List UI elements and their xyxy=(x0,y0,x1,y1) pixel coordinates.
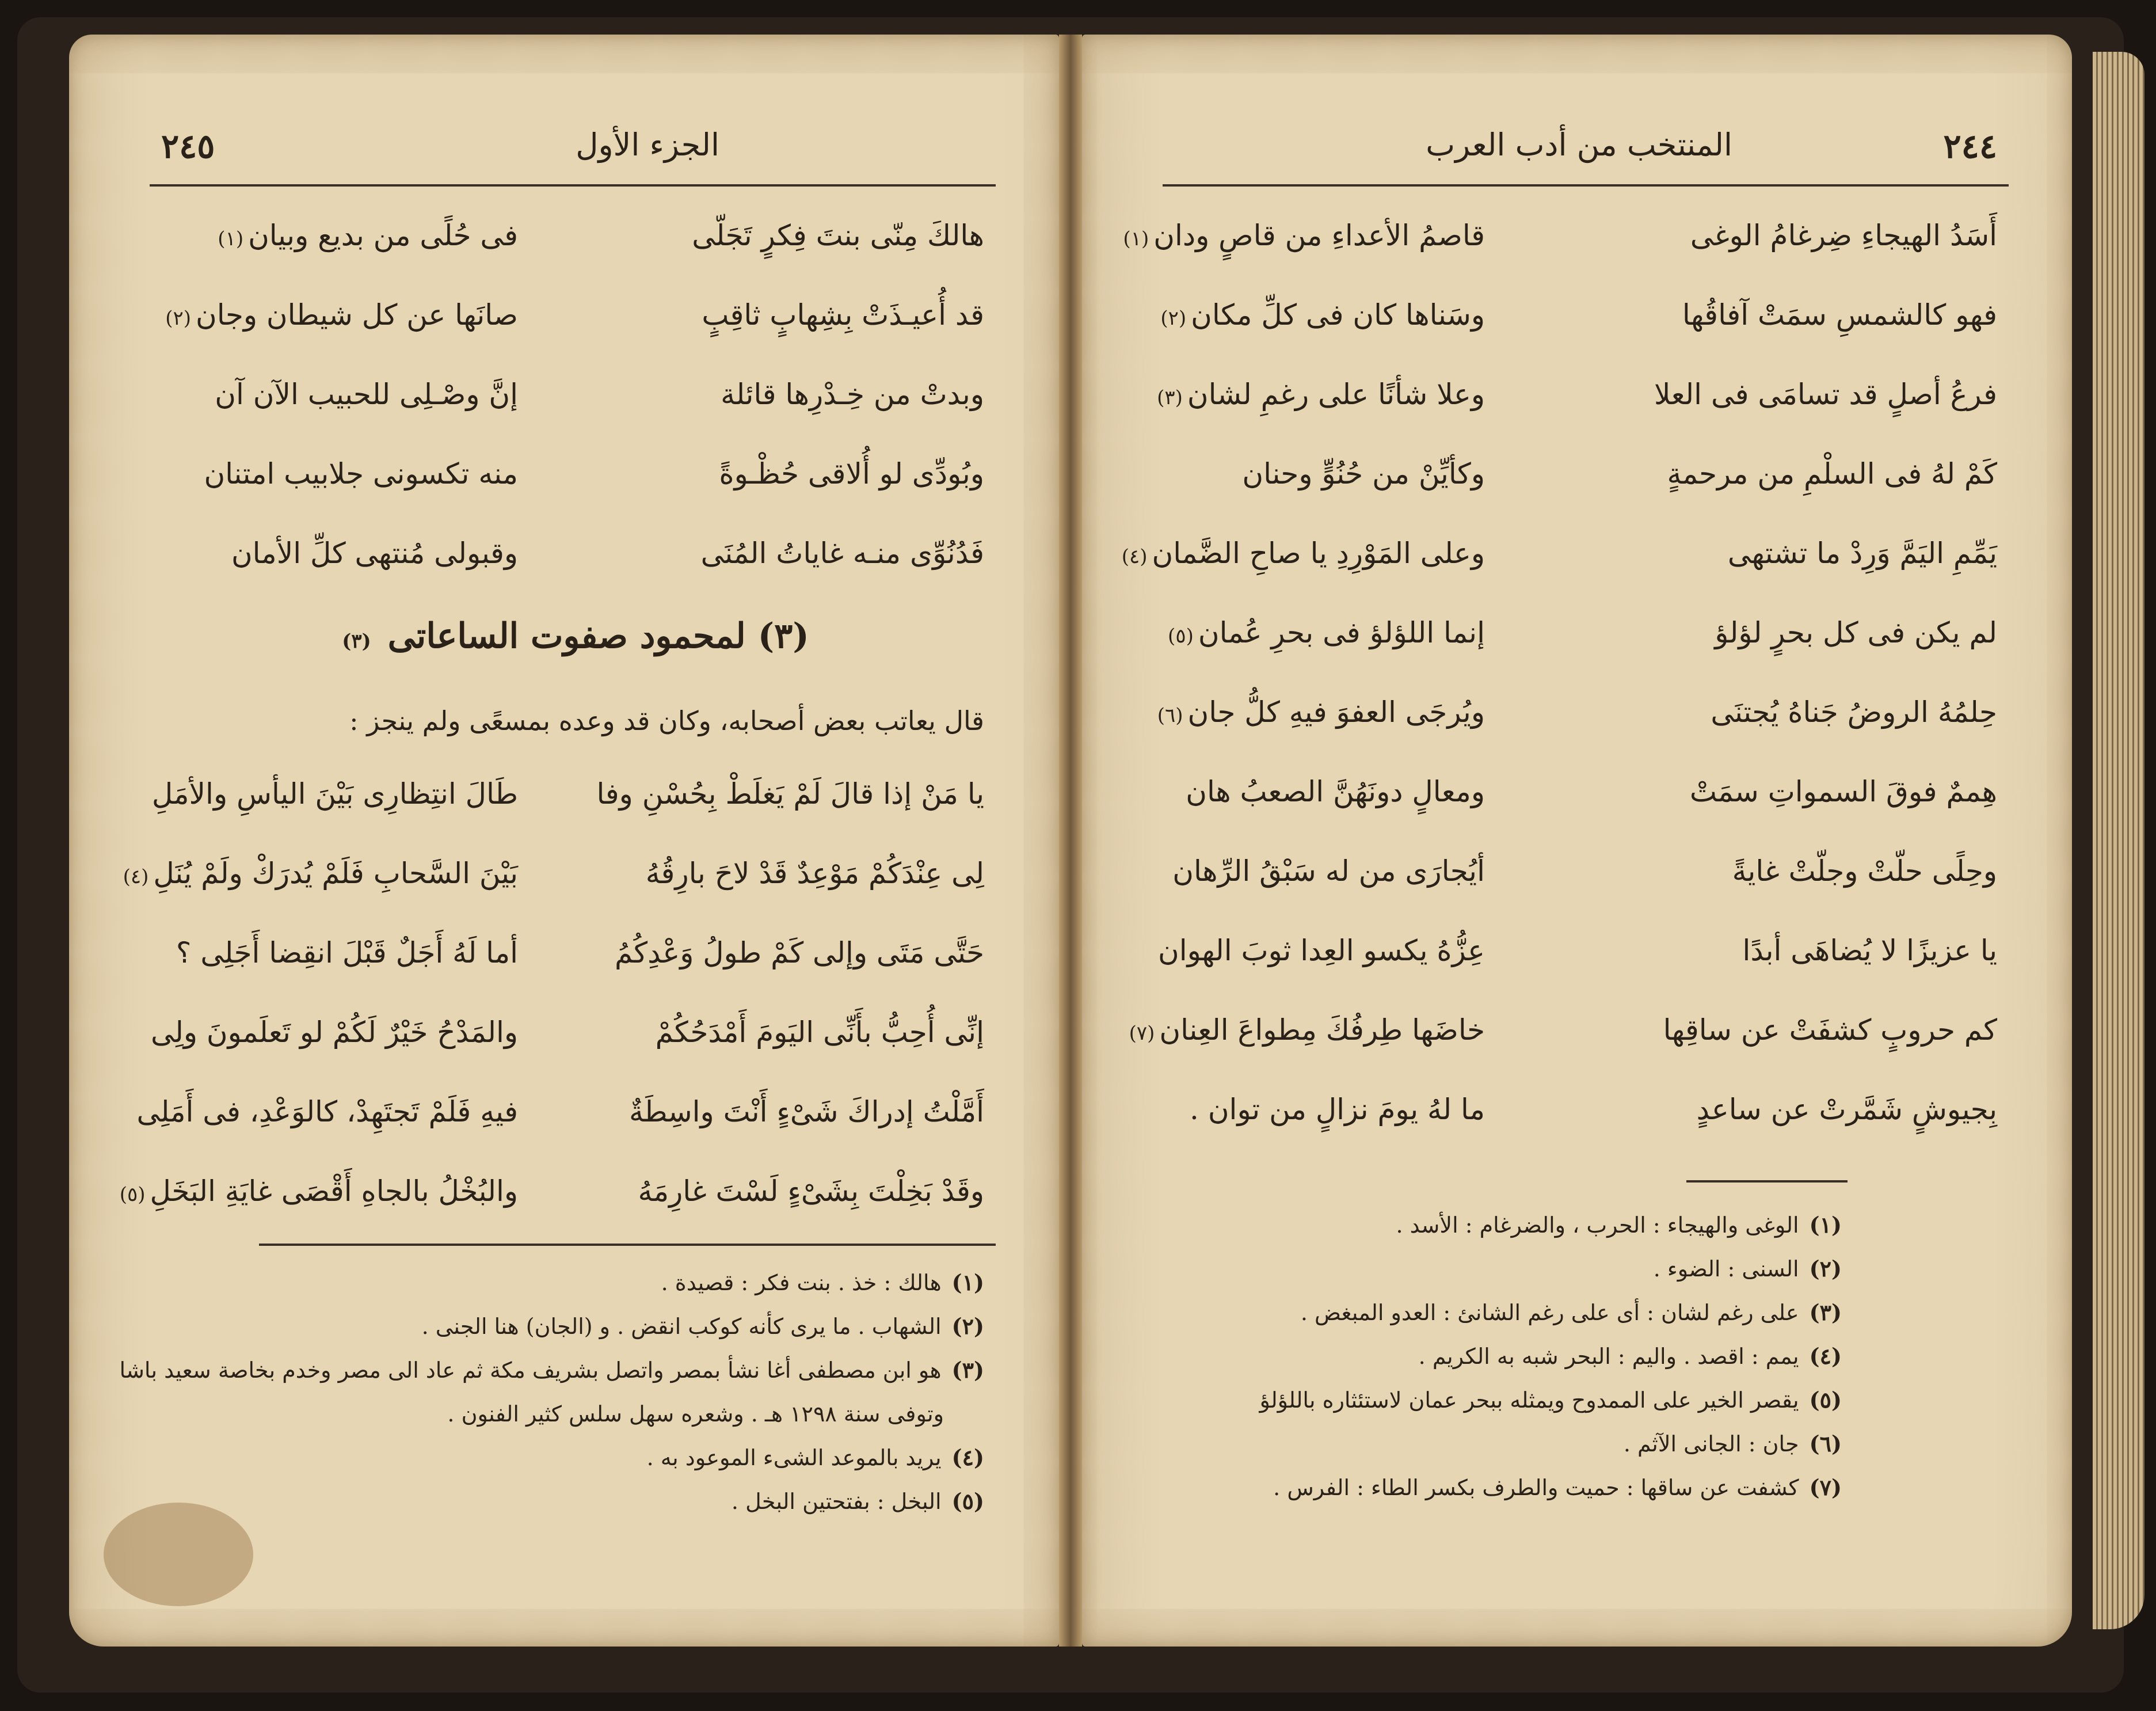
verse xyxy=(167,366,984,446)
hemistich-first: يا مَنْ إذا قالَ لَمْ يَغلَطْ بِحُسْنِ وفا xyxy=(596,777,984,811)
hemistich-first: لم يكن فى كل بحرٍ لؤلؤ xyxy=(1715,616,1997,649)
verse xyxy=(1157,684,1997,763)
verse xyxy=(1160,287,1997,366)
verse xyxy=(1180,1081,1997,1161)
hemistich-second: إنَّ وصْـلِى للحبيب الآن آن xyxy=(215,378,518,411)
right-page-number: ٢٤٤ xyxy=(1943,127,1997,166)
left-poem-1 xyxy=(167,207,984,604)
verse xyxy=(136,1083,984,1163)
hemistich-first: كَمْ لهُ فى السلْمِ من مرحمةٍ xyxy=(1667,457,1997,491)
footnote: (٢)السنى : الضوء . xyxy=(1653,1256,1842,1282)
right-poem xyxy=(1121,207,1997,1161)
footnote-marker: (١) xyxy=(1123,227,1149,250)
footnote: (٥)البخل : بفتحتين البخل . xyxy=(731,1488,984,1514)
footnote: (١)هالك : خذ . بنت فكر : قصيدة . xyxy=(661,1269,984,1295)
hemistich-first: هالكَ مِنّى بنتَ فِكرٍ تَجَلّى xyxy=(692,219,984,252)
footnote: (٧)كشفت عن ساقها : حميت والطرف بكسر الطاء : الفرس . xyxy=(1273,1474,1842,1500)
hemistich-second: وعلا شأنًا على رغمِ لشان(٣) xyxy=(1157,378,1485,411)
left-footnotes xyxy=(119,1261,984,1523)
footnote: (١)الوغى والهيجاء : الحرب ، والضرغام : الأسد . xyxy=(1396,1212,1842,1238)
section-heading: (٣) لمحمود صفوت الساعاتى (٣) xyxy=(342,616,809,656)
footnote-marker: (٤) xyxy=(123,865,149,888)
footnote-marker: (٣) xyxy=(1157,386,1183,409)
hemistich-second: والبُخْلُ بالجاهِ أَقْصَى غايَةِ البَخَلِ(٥) xyxy=(119,1174,518,1208)
footnote-marker: (٥) xyxy=(1168,625,1194,648)
hemistich-second: خاضَها طِرفُكَ مِطواعَ العِنان(٧) xyxy=(1129,1013,1485,1047)
hemistich-first: يا عزيزًا لا يُضاهَى أبدًا xyxy=(1742,934,1997,967)
hemistich-first: فهو كالشمسِ سمَتْ آفاقُها xyxy=(1682,298,1997,332)
footnote: (٤)يريد بالموعد الشىء الموعود به . xyxy=(646,1444,984,1470)
hemistich-first: بِجيوشٍ شَمَّرتْ عن ساعدٍ xyxy=(1696,1093,1997,1126)
verse xyxy=(119,1163,984,1242)
verse xyxy=(167,925,984,1004)
left-page-number: ٢٤٥ xyxy=(161,127,215,166)
poem-introduction: قال يعاتب بعض أصحابه، وكان قد وعده بمسعًى ولم ينجز : xyxy=(349,705,984,736)
verse xyxy=(1123,207,1997,287)
verse xyxy=(167,287,984,366)
hemistich-first: وبُودِّى لو أُلاقى حُظْـوةً xyxy=(719,457,984,491)
right-page-header xyxy=(1163,121,2009,187)
left-running-title: الجزء الأول xyxy=(576,127,719,163)
hemistich-second: أما لَهُ أَجَلٌ قَبْلَ انقِضا أَجَلِى ؟ xyxy=(176,936,518,969)
footnote: (٢)الشهاب . ما يرى كأنه كوكب انقض . و (الجان) هنا الجنى . xyxy=(421,1313,984,1339)
hemistich-first: إنِّى أُحِبُّ بأَنِّى اليَومَ أَمْدَحُكُمْ xyxy=(655,1016,984,1049)
footnote-marker: (٢) xyxy=(165,307,191,330)
hemistich-first: حَتَّى مَتَى وإلى كَمْ طولُ وَعْدِكُمُ xyxy=(615,936,984,969)
footnote: (٥)يقصر الخير على الممدوح ويمثله ببحر عمان لاستئثاره باللؤلؤ xyxy=(1259,1387,1842,1413)
verse xyxy=(1129,1002,1997,1081)
footnote-rule xyxy=(259,1244,996,1246)
footnote-marker: (٥) xyxy=(119,1183,146,1206)
hemistich-second: عِزُّهُ يكسو العِدا ثوبَ الهوان xyxy=(1158,934,1485,967)
verse xyxy=(1180,763,1997,843)
hemistich-first: قد أُعيـذَتْ بِشِهابٍ ثاقِبٍ xyxy=(702,298,984,332)
footnote: (٤)يمم : اقصد . واليم : البحر شبه به الكريم . xyxy=(1418,1343,1842,1369)
footnote-marker: (٣) xyxy=(342,630,371,653)
hemistich-second: فيهِ فَلَمْ تَجتَهِدْ، كالوَعْدِ، فى أَمَلِى xyxy=(136,1095,518,1128)
hemistich-second: طَالَ انتِظارِى بَيْنَ اليأسِ والأمَلِ xyxy=(151,777,518,811)
hemistich-first: كم حروبٍ كشفَتْ عن ساقِها xyxy=(1663,1013,1997,1047)
hemistich-first: وبدتْ من خِـدْرِها قائلة xyxy=(721,378,984,411)
hemistich-first: هِممٌ فوقَ السمواتِ سمَتْ xyxy=(1689,775,1997,808)
hemistich-first: يَمِّمِ اليَمَّ وَرِدْ ما تشتهى xyxy=(1727,537,1997,570)
verse xyxy=(1172,843,1997,922)
verse xyxy=(123,845,984,925)
page-edges xyxy=(2093,52,2144,1629)
hemistich-second: بَيْنَ السَّحابِ فَلَمْ يُدرَكْ ولَمْ يُنَلِ(٤) xyxy=(123,857,518,890)
hemistich-second: والمَدْحُ خَيْرٌ لَكُمْ لو تَعلَمونَ ولِى xyxy=(150,1016,518,1049)
hemistich-second: ومعالٍ دونَهُنَّ الصعبُ هان xyxy=(1186,775,1485,808)
hemistich-first: فرعُ أصلٍ قد تسامَى فى العلا xyxy=(1654,378,1997,411)
hemistich-second: إنما اللؤلؤ فى بحرِ عُمان(٥) xyxy=(1168,616,1485,649)
paper-stain xyxy=(104,1503,253,1606)
verse xyxy=(167,446,984,525)
verse xyxy=(150,1004,984,1083)
hemistich-first: حِلمُهُ الروضُ جَناهُ يُجتنَى xyxy=(1711,695,1997,729)
hemistich-second: ويُرجَى العفوَ فيهِ كلُّ جان(٦) xyxy=(1157,695,1485,729)
footnote: (٣)على رغم لشان : أى على رغم الشانئ : العدو المبغض . xyxy=(1300,1299,1842,1325)
verse xyxy=(1157,366,1997,446)
left-page xyxy=(69,35,1059,1647)
hemistich-first: وقَدْ بَخِلْتَ بِشَىْءٍ لَسْتَ غارِمَهُ xyxy=(638,1174,984,1208)
hemistich-first: وحِلًى حلّتْ وجلّتْ غايةً xyxy=(1732,854,1997,888)
right-page xyxy=(1082,35,2072,1647)
footnote: (٣)هو ابن مصطفى أغا نشأ بمصر واتصل بشريف مكة ثم عاد الى مصر وخدم بخاصة سعيد باشا xyxy=(119,1357,984,1383)
footnote-marker: (١) xyxy=(218,227,244,250)
verse xyxy=(167,525,984,604)
hemistich-second: صانَها عن كل شيطان وجان(٢) xyxy=(165,298,518,332)
footnote-marker: (٤) xyxy=(1121,545,1148,568)
hemistich-first: لِى عِنْدَكُمْ مَوْعِدٌ قَدْ لاحَ بارِقُهُ xyxy=(645,857,984,890)
hemistich-second: وقبولى مُنتهى كلِّ الأمان xyxy=(231,537,518,570)
footnote-marker: (٧) xyxy=(1129,1022,1155,1045)
footnote-continuation: وتوفى سنة ١٢٩٨ هـ . وشعره سهل سلس كثير الفنون . xyxy=(447,1401,944,1427)
hemistich-second: وعلى المَوْرِدِ يا صاحِ الضَّمان(٤) xyxy=(1121,537,1485,570)
verse xyxy=(167,207,984,287)
hemistich-first: أَسَدُ الهيجاءِ ضِرغامُ الوغى xyxy=(1690,219,1997,252)
right-footnotes xyxy=(1151,1203,1842,1510)
footnote: (٦)جان : الجانى الآثم . xyxy=(1623,1431,1842,1457)
verse xyxy=(1158,922,1997,1002)
verse xyxy=(151,766,984,845)
right-running-title: المنتخب من أدب العرب xyxy=(1426,127,1732,163)
book-gutter xyxy=(1059,35,1082,1647)
hemistich-second: فى حُلًى من بديع وبيان(١) xyxy=(218,219,518,252)
left-page-header xyxy=(150,121,996,187)
footnote-rule xyxy=(1686,1180,1848,1183)
hemistich-second: منه تكسونى جلابيب امتنان xyxy=(204,457,518,491)
left-poem-2 xyxy=(119,766,984,1242)
verse xyxy=(1121,525,1997,604)
hemistich-first: أَمَّلْتُ إدراكَ شَىْءٍ أَنْتَ واسِطَةٌ xyxy=(628,1095,984,1128)
hemistich-first: فَدُنُوِّى منـه غاياتُ المُنَى xyxy=(700,537,984,570)
footnote-marker: (٢) xyxy=(1160,307,1187,330)
verse xyxy=(1180,446,1997,525)
hemistich-second: وسَناها كان فى كلِّ مكان(٢) xyxy=(1160,298,1485,332)
verse xyxy=(1168,604,1997,684)
hemistich-second: قاصمُ الأعداءِ من قاصٍ ودان(١) xyxy=(1123,219,1485,252)
footnote-marker: (٦) xyxy=(1157,704,1183,727)
hemistich-second: أيُجارَى من له سَبْقُ الرِّهان xyxy=(1172,854,1485,888)
hemistich-second: وكأيِّنْ من حُنُوٍّ وحنان xyxy=(1242,457,1485,491)
hemistich-second: ما لهُ يومَ نزالٍ من توان . xyxy=(1190,1093,1485,1126)
